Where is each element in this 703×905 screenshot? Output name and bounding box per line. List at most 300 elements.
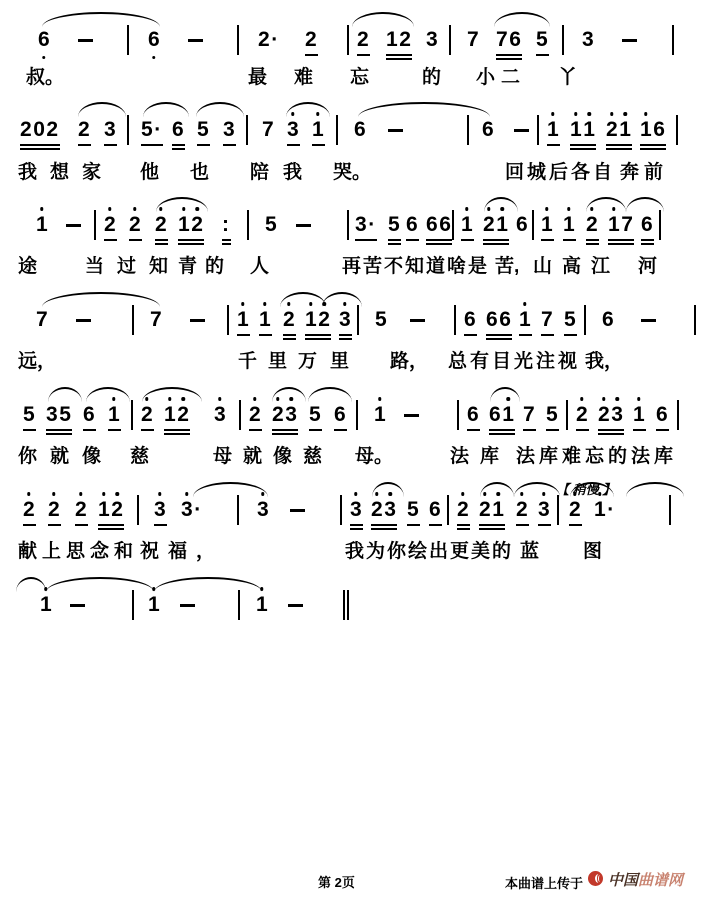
note-digit: 2 [129, 213, 142, 237]
note-digit: 1 [492, 498, 505, 522]
note [141, 118, 163, 146]
note [312, 118, 325, 146]
note-digit: 2 [46, 118, 60, 141]
barline [447, 495, 449, 525]
note-digit: 1 [36, 213, 49, 237]
low-octave-dot [152, 56, 156, 60]
slur-arc [193, 482, 268, 497]
lyric-text: 山高江 [533, 256, 621, 277]
barline [669, 495, 671, 525]
high-octave-dot [615, 397, 619, 401]
note-digit: 1 [305, 308, 318, 332]
lyric-text: 蓝 [520, 541, 540, 562]
note-digit: 1 [541, 213, 554, 237]
note [489, 403, 515, 431]
note [457, 498, 470, 526]
note [594, 498, 616, 522]
note-digit: 1 [461, 213, 474, 237]
note-digit: 2 [283, 308, 296, 332]
duration-dash [66, 224, 81, 227]
lyric-text: 图 [583, 541, 603, 562]
note [172, 118, 185, 146]
lyric-text: 我想家 [18, 162, 115, 183]
note-digit: 3 [611, 403, 624, 427]
note-digit: 1 [259, 308, 272, 332]
note-digit: · [607, 498, 616, 521]
note [259, 308, 272, 336]
slur-arc [626, 482, 684, 497]
slur-arc [42, 12, 160, 27]
slur-arc [494, 12, 550, 27]
lyric-text: 祝福， [140, 541, 225, 562]
note-digit: 2 [104, 213, 117, 237]
note-digit: 3 [214, 403, 227, 427]
note [598, 403, 624, 431]
barline [357, 305, 359, 335]
note [541, 213, 554, 241]
high-octave-dot [602, 397, 606, 401]
slur-arc [308, 387, 352, 402]
note-digit: 5 [265, 213, 279, 236]
note [371, 498, 397, 526]
note [305, 28, 318, 56]
high-octave-dot [574, 112, 578, 116]
duration-dash [288, 604, 303, 607]
slur-arc [280, 292, 326, 307]
note-digit: 2 [479, 498, 492, 522]
note-digit: 2 [457, 498, 470, 522]
note [496, 28, 522, 56]
note-digit: 1 [640, 118, 653, 142]
note [46, 403, 72, 431]
duration-dash [410, 319, 425, 322]
high-octave-dot [580, 397, 584, 401]
high-octave-dot [27, 492, 31, 496]
high-octave-dot [523, 302, 527, 306]
barline [452, 210, 454, 240]
note [20, 118, 60, 146]
site-name [608, 869, 683, 890]
high-octave-dot [133, 207, 137, 211]
note-digit: 2 [249, 403, 262, 427]
note-digit: 1 [563, 213, 576, 237]
barline [457, 400, 459, 430]
note-digit: 3 [287, 118, 300, 142]
note [547, 118, 560, 146]
note-digit: 1 [108, 403, 121, 427]
lyric-text: 青的 [178, 256, 233, 277]
lyric-text: 小二 [476, 67, 527, 88]
note-digit: 2 [483, 213, 496, 237]
note-digit: 6 [429, 498, 443, 521]
note-digit: 6 [426, 213, 440, 236]
note [354, 118, 367, 142]
note-digit: 6 [516, 213, 530, 236]
note-digit: 0 [33, 118, 47, 141]
barline [127, 25, 129, 55]
note [178, 213, 204, 241]
note-digit: 5 [197, 118, 211, 141]
slur-arc [352, 12, 414, 27]
lyric-text: 的 [422, 67, 442, 88]
note-digit: 2 [23, 498, 36, 522]
note [633, 403, 646, 431]
lyric-text: 忘 [350, 67, 370, 88]
note [272, 403, 298, 431]
note [164, 403, 190, 431]
high-octave-dot [354, 492, 358, 496]
lyric-text: 总有目光注视 [448, 351, 581, 372]
note-digit: 1 [570, 118, 583, 142]
note-digit: 3 [355, 213, 369, 236]
high-octave-dot [465, 207, 469, 211]
note-digit: 7 [621, 213, 635, 236]
note-digit: 6 [486, 308, 500, 331]
barline [677, 400, 679, 430]
note [155, 213, 168, 241]
end-barline [343, 590, 345, 620]
note-digit: 6 [467, 403, 481, 426]
slur-arc [626, 197, 664, 212]
slur-arc [156, 197, 208, 212]
note-digit: 1 [256, 593, 269, 617]
note [339, 308, 352, 336]
lyric-text: 哭。 [333, 162, 372, 183]
note-digit: 6 [602, 308, 616, 331]
site-name-part2: 曲谱网 [638, 872, 684, 889]
note [374, 403, 387, 427]
note [388, 213, 401, 241]
barline [132, 590, 134, 620]
note [467, 403, 480, 431]
note [197, 118, 210, 146]
note [426, 213, 452, 241]
note-digit: 6 [172, 118, 186, 141]
note-digit: 2 [606, 118, 619, 142]
note-digit: 3 [181, 498, 194, 522]
note [563, 213, 576, 241]
high-octave-dot [587, 112, 591, 116]
note-digit: 2 [516, 498, 529, 522]
note [129, 213, 142, 241]
note-digit: 2 [586, 213, 599, 237]
barline [227, 305, 229, 335]
duration-dash [514, 129, 529, 132]
slur-arc [372, 482, 404, 497]
high-octave-dot [253, 397, 257, 401]
note [214, 403, 227, 427]
note [265, 213, 278, 237]
note-digit: · [271, 28, 280, 51]
note [564, 308, 577, 336]
lyric-text: 丫 [558, 67, 578, 88]
page-number: 第 2页 [318, 875, 355, 890]
slur-arc [86, 387, 130, 402]
lyric-text: 献上思念和 [18, 541, 139, 562]
note [150, 308, 163, 332]
note-digit: 5 [59, 403, 73, 426]
note-digit: 3 [426, 28, 440, 51]
note [464, 308, 477, 336]
note-digit: 6 [489, 403, 503, 426]
note-digit: 2 [272, 403, 285, 427]
lyric-text: 难 [294, 67, 314, 88]
note-digit: 1 [633, 403, 646, 427]
barline [449, 25, 451, 55]
note-digit: 3 [223, 118, 237, 141]
lyric-text: 你就像 [18, 446, 115, 467]
note-digit: 2 [258, 28, 272, 51]
lyric-text: 里 [330, 351, 350, 372]
note [283, 308, 296, 336]
barline [347, 25, 349, 55]
barline [566, 400, 568, 430]
lyric-text: 千里万 [238, 351, 329, 372]
lyric-text: 再苦不知道啥是 [342, 256, 490, 277]
barline [584, 305, 586, 335]
note [36, 213, 49, 237]
duration-dash [388, 129, 403, 132]
note-digit: 2 [111, 498, 124, 522]
note [467, 28, 480, 52]
note [104, 213, 117, 241]
note [407, 498, 420, 526]
note [104, 118, 117, 146]
note [641, 213, 654, 241]
note [546, 403, 559, 431]
slur-arc [142, 387, 202, 402]
note-digit: 2 [78, 118, 92, 141]
note-digit: 1 [619, 118, 632, 142]
music-disc-icon [588, 871, 603, 886]
note [541, 308, 554, 336]
note-digit: 5 [309, 403, 323, 426]
barline [672, 25, 674, 55]
note-digit: 3 [285, 403, 298, 427]
barline [237, 25, 239, 55]
high-octave-dot [185, 492, 189, 496]
note [256, 593, 269, 617]
duration-dash [190, 319, 205, 322]
note-digit: · [154, 118, 163, 141]
note [355, 213, 377, 241]
note-digit: 6 [641, 213, 655, 236]
slur-arc [48, 387, 82, 402]
lyric-text: 当过知 [85, 256, 182, 277]
high-octave-dot [241, 302, 245, 306]
note-digit: 6 [354, 118, 368, 141]
note-digit: 6 [653, 118, 667, 141]
slur-arc [42, 292, 160, 307]
lyric-text: 远， [18, 351, 57, 372]
barline [340, 495, 342, 525]
barline [676, 115, 678, 145]
note [538, 498, 551, 526]
note-digit: 3 [257, 498, 270, 522]
tempo-annotation: 【 稍慢 】 [556, 482, 616, 497]
note-digit: 2 [48, 498, 61, 522]
high-octave-dot [378, 397, 382, 401]
note-digit: 3 [538, 498, 551, 522]
note-digit: 2 [576, 403, 589, 427]
note-digit: · [368, 213, 377, 236]
note [181, 498, 203, 522]
note [334, 403, 347, 431]
note [375, 308, 388, 332]
note [429, 498, 442, 526]
note-digit: 5 [141, 118, 155, 141]
note [23, 403, 36, 431]
note-digit: 3 [104, 118, 118, 141]
high-octave-dot [115, 492, 119, 496]
note [602, 308, 615, 332]
barline [132, 305, 134, 335]
note-digit: 3 [154, 498, 167, 522]
note [305, 308, 331, 336]
barline [137, 495, 139, 525]
note-digit: 7 [150, 308, 164, 331]
note-digit: 2 [399, 28, 413, 51]
note-digit: 1 [237, 308, 250, 332]
lyric-text: 法库 [450, 446, 511, 467]
duration-dash [180, 604, 195, 607]
barline [238, 590, 240, 620]
note-digit: 6 [38, 28, 51, 52]
barline [659, 210, 661, 240]
note [570, 118, 596, 146]
high-octave-dot [40, 207, 44, 211]
note [75, 498, 88, 526]
duration-dash [70, 604, 85, 607]
note-digit: 2 [177, 403, 190, 427]
high-octave-dot [610, 112, 614, 116]
note-digit: 2 [191, 213, 204, 237]
note-digit: 1 [583, 118, 596, 142]
barline [454, 305, 456, 335]
note [23, 498, 36, 526]
lyric-text: 人 [250, 256, 270, 277]
note-digit: · [194, 498, 203, 521]
barline [237, 495, 239, 525]
note [148, 28, 161, 52]
note-digit: 1 [178, 213, 191, 237]
note [249, 403, 262, 431]
note-digit: 5 [23, 403, 37, 426]
note [108, 403, 121, 431]
slur-arc [480, 482, 514, 497]
note [386, 28, 412, 56]
slur-arc [272, 387, 306, 402]
note-digit: 3 [46, 403, 60, 426]
duration-dash [76, 319, 91, 322]
note-digit: 2 [357, 28, 371, 51]
lyric-text: 我， [585, 351, 624, 372]
high-octave-dot [263, 302, 267, 306]
note [257, 498, 270, 522]
note-digit: 3 [350, 498, 363, 522]
barline [694, 305, 696, 335]
lyric-text: 奔前 [620, 162, 669, 183]
end-barline [347, 590, 349, 620]
note [36, 308, 49, 332]
note [482, 118, 495, 142]
high-octave-dot [567, 207, 571, 211]
barline [94, 210, 96, 240]
note-digit: 6 [499, 308, 513, 331]
note-digit: 5 [536, 28, 550, 51]
note-digit: 5 [564, 308, 578, 331]
high-octave-dot [551, 112, 555, 116]
slur-arc [490, 387, 520, 402]
note-digit: 1 [496, 213, 509, 237]
note [237, 308, 250, 336]
high-octave-dot [158, 492, 162, 496]
barline [127, 115, 129, 145]
barline [246, 115, 248, 145]
note-digit: 6 [656, 403, 670, 426]
duration-dash [641, 319, 656, 322]
high-octave-dot [52, 492, 56, 496]
lyric-text: 母。 [355, 446, 394, 467]
high-octave-dot [79, 492, 83, 496]
note [606, 118, 632, 146]
duration-dash [188, 39, 203, 42]
note-digit: 5 [407, 498, 421, 521]
note-digit: 6 [334, 403, 348, 426]
duration-dash [404, 414, 419, 417]
note-digit: 1 [374, 403, 387, 427]
barline [537, 115, 539, 145]
note [461, 213, 474, 241]
note [406, 213, 419, 241]
lyric-text: 路， [390, 351, 429, 372]
duration-dash [622, 39, 637, 42]
note-digit: 2 [569, 498, 582, 522]
lyric-text: 苦, [495, 256, 520, 277]
slur-arc [154, 577, 262, 592]
note-digit: 6 [482, 118, 496, 141]
slur-arc [196, 102, 244, 117]
high-octave-dot [623, 112, 627, 116]
note-digit: 1 [519, 308, 532, 332]
barline [239, 400, 241, 430]
high-octave-dot [108, 207, 112, 211]
lyric-text: 我为你绘出更美的 [345, 541, 514, 562]
note-digit: 2 [371, 498, 384, 522]
note [357, 28, 370, 56]
low-octave-dot [42, 56, 46, 60]
lyric-text: 也 [190, 162, 210, 183]
note-digit: 1 [608, 213, 621, 237]
high-octave-dot [637, 397, 641, 401]
high-octave-dot [461, 492, 465, 496]
high-octave-dot [102, 492, 106, 496]
note-digit: 1 [40, 593, 53, 617]
note-digit: 2 [155, 213, 168, 237]
note-digit: 1 [386, 28, 400, 51]
note-digit: 1 [98, 498, 111, 522]
note [141, 403, 154, 431]
note-digit: 2 [141, 403, 154, 427]
note [656, 403, 669, 431]
duration-dash [78, 39, 93, 42]
slur-arc [514, 482, 560, 497]
note [536, 28, 549, 56]
note [479, 498, 505, 526]
barline [562, 25, 564, 55]
slur-arc [586, 197, 626, 212]
lyric-text: 母就像慈 [213, 446, 334, 467]
